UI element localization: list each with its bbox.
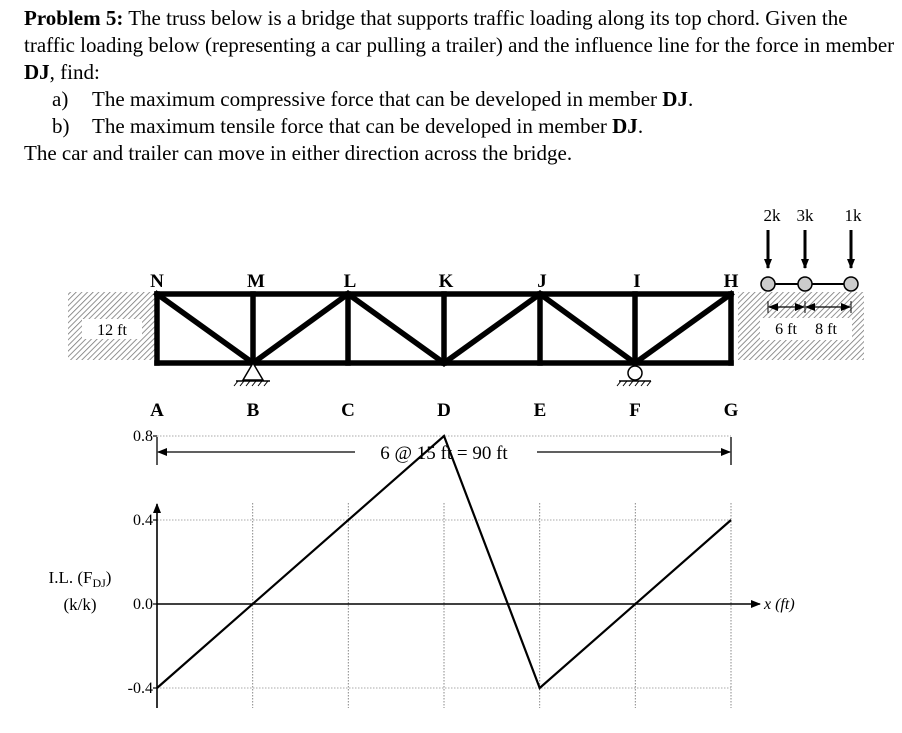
y-tick-labels: [128, 428, 157, 733]
influence-line-chart: [49, 428, 795, 733]
intro-text-end: , find:: [49, 60, 100, 84]
node-label-C: C: [341, 400, 355, 421]
x-axis-label: x (ft): [764, 596, 795, 613]
truss: [157, 294, 731, 363]
node-label-M: M: [247, 271, 265, 292]
node-label-E: E: [533, 400, 547, 421]
node-label-F: F: [629, 400, 641, 421]
node-label-B: B: [246, 400, 260, 421]
node-label-D: D: [437, 400, 451, 421]
node-label-G: G: [723, 400, 739, 421]
y-tick-label: 0.0: [133, 596, 153, 613]
problem-closing: The car and trailer can move in either direction across the bridge.: [24, 141, 573, 165]
question-text: The maximum compressive force that can be developed in member: [92, 87, 663, 111]
node-label-K: K: [438, 271, 454, 292]
wheel: [761, 277, 775, 291]
spacing-label: 6 ft: [775, 321, 797, 338]
y-tick-label: -0.4: [127, 680, 153, 697]
wheel: [844, 277, 858, 291]
span-label: 6 @ 15 ft = 90 ft: [380, 443, 508, 464]
question-label: a): [52, 87, 69, 111]
member-name: DJ: [24, 60, 50, 84]
diagonal-NB: [157, 294, 253, 363]
load-label: 1k: [844, 206, 862, 225]
question-end: .: [687, 87, 694, 111]
diagonal-FH: [635, 294, 731, 363]
diagonal-LD: [348, 294, 444, 363]
node-label-H: H: [723, 271, 739, 292]
diagonal-BL: [253, 294, 348, 363]
question-label: b): [52, 114, 70, 138]
wheel: [798, 277, 812, 291]
node-label-L: L: [343, 271, 357, 292]
height-label: 12 ft: [97, 322, 127, 339]
question-end: .: [637, 114, 644, 138]
right-abutment: [738, 292, 864, 360]
problem-title: Problem 5:: [24, 6, 124, 30]
y-tick-label: 0.4: [133, 512, 153, 529]
diagonal-JF: [540, 294, 635, 363]
bottom-node-labels: [150, 400, 738, 421]
node-guide-lines: [253, 503, 731, 708]
member-name: DJ: [662, 87, 688, 111]
diagonal-DJ: [444, 294, 540, 363]
pin-support: [234, 363, 270, 386]
node-label-J: J: [537, 271, 547, 292]
intro-text: The truss below is a bridge that supports traffic loading along its top chord. Given the traffic loading below (representing a car pulling a trailer) and the influence line for the force in member: [24, 6, 895, 57]
node-label-I: I: [633, 271, 641, 292]
node-label-A: A: [150, 400, 164, 421]
y-axis-label: I.L. $(F_{DJ})$: [48, 568, 112, 590]
top-node-labels: [150, 271, 738, 292]
load-label: 2k: [763, 206, 781, 225]
span-dimension: [157, 437, 731, 465]
roller-support: [617, 366, 651, 386]
spacing-label: 8 ft: [815, 321, 837, 338]
y-axis-units: (k/k): [63, 595, 97, 614]
y-tick-label: 0.8: [133, 428, 153, 445]
question-text: The maximum tensile force that can be developed in member: [92, 114, 613, 138]
load-label: 3k: [796, 206, 814, 225]
left-abutment: [68, 292, 157, 360]
node-label-N: N: [150, 271, 164, 292]
member-name: DJ: [612, 114, 638, 138]
